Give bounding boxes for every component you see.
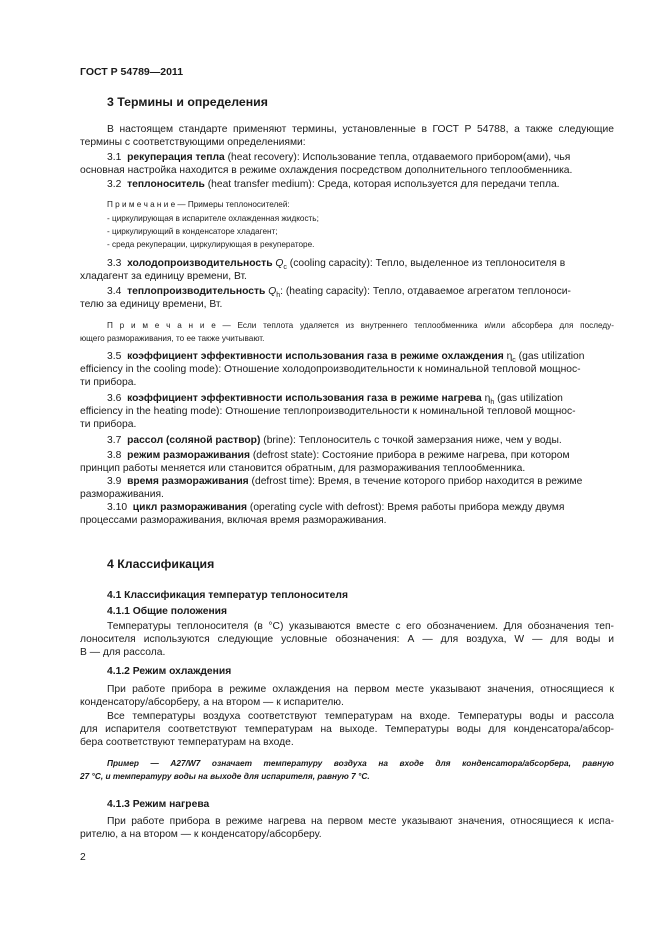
section-3-title: 3 Термины и определения <box>107 95 268 109</box>
para-4-1-2-line: При работе прибора в режиме охлаждения на первом месте указывают значения, относящиеся к <box>107 684 614 695</box>
term-3-4: 3.4 теплопроизводительность $Q_h$: (heating capacity): Тепло, отдаваемое агрегатом теплоноси- <box>107 286 571 300</box>
term-3-7: 3.7 рассол (соляной раствор) (brine): Теплоноситель с точкой замерзания ниже, чем у воды. <box>107 435 562 446</box>
term-3-6: 3.6 коэффициент эффективности использования газа в режиме нагрева $\eta_h$ (gas utilization <box>107 393 563 407</box>
term-3-1-line-2: основная настройка находится в режиме охлаждения посредством дополнительного теплообменника. <box>80 165 573 176</box>
section-4-title: 4 Классификация <box>107 557 215 571</box>
intro-line-1: В настоящем стандарте применяют термины, установленные в ГОСТ Р 54788, а также следующие <box>107 124 614 135</box>
example-line: Пример — А27/W7 означает температуру воздуха на входе для конденсатора/абсорбера, равную <box>107 758 614 768</box>
para-4-1-2b-line: для испарителя соответствуют температурам на выходе. Температуры воды для конденсатора/абсор- <box>80 724 614 735</box>
para-4-1-1-line: В — для рассола. <box>80 647 166 658</box>
page-number: 2 <box>80 852 86 863</box>
example-line: 27 °С, и температуру воды на выходе для испарителя, равную 7 °С. <box>80 771 370 781</box>
para-4-1-1-line: Температуры теплоносителя (в °С) указываются вместе с его обозначением. Для обозначения теп- <box>107 621 614 632</box>
term-3-3-line-2: хладагент за единицу времени, Вт. <box>80 271 247 282</box>
term-3-6-line-3: ти прибора. <box>80 419 137 430</box>
term-3-8-line-2: принцип работы меняется или становится обратным, для размораживания теплообменника. <box>80 463 526 474</box>
intro-line-2: термины с соответствующими определениями: <box>80 137 306 148</box>
subsection-4-1-3: 4.1.3 Режим нагрева <box>107 799 210 810</box>
term-3-10-line-2: процессами размораживания, включая время размораживания. <box>80 515 387 526</box>
para-4-1-1-line: лоносителя используются следующие условные обозначения: А — для воздуха, W — для воды и <box>80 634 614 645</box>
document-code: ГОСТ Р 54789—2011 <box>80 66 184 78</box>
term-3-9-line-2: размораживания. <box>80 489 164 500</box>
term-3-5-line-3: ти прибора. <box>80 377 137 388</box>
note-1-item: - циркулирующая в испарителе охлажденная жидкость; <box>107 214 319 223</box>
term-3-5: 3.5 коэффициент эффективности использования газа в режиме охлаждения $\eta_c$ (gas utilization <box>107 351 585 365</box>
term-3-8: 3.8 режим размораживания (defrost state): Состояние прибора в режиме нагрева, при котором <box>107 450 570 461</box>
subsection-4-1-1: 4.1.1 Общие положения <box>107 606 227 617</box>
term-3-1: 3.1 рекуперация тепла (heat recovery): Использование тепла, отдаваемого прибором(ами), чья <box>107 152 571 163</box>
para-4-1-2-line: конденсатору/абсорберу, а на втором — к испарителю. <box>80 697 344 708</box>
term-3-9: 3.9 время размораживания (defrost time): Время, в течение которого прибор находится в режиме <box>107 476 583 487</box>
note-2-line-2: ющего размораживания, то ее также учитывают. <box>80 334 265 343</box>
para-4-1-3-line: рителю, а на втором — к конденсатору/абсорберу. <box>80 829 322 840</box>
note-1-item: - среда рекуперации, циркулирующая в рекуператоре. <box>107 240 315 249</box>
para-4-1-2b-line: бера соответствуют температурам на входе. <box>80 737 294 748</box>
subsection-4-1-2: 4.1.2 Режим охлаждения <box>107 666 232 677</box>
term-3-3: 3.3 холодопроизводительность $Q_c$ (cooling capacity): Тепло, выделенное из теплоносителя в <box>107 258 566 272</box>
note-2-line-1: П р и м е ч а н и е — Если теплота удаляется из внутреннего теплообменника и/или абсорбера для последу- <box>107 321 614 330</box>
term-3-6-line-2: efficiency in the heating mode): Отношение теплопроизводительности к номинальной тепловой мощнос- <box>80 406 576 417</box>
subsection-4-1: 4.1 Классификация температур теплоносителя <box>107 590 348 601</box>
term-3-10: 3.10 цикл размораживания (operating cycle with defrost): Время работы прибора между двумя <box>107 502 565 513</box>
term-3-2: 3.2 теплоноситель (heat transfer medium): Среда, которая используется для передачи тепла. <box>107 179 560 190</box>
term-3-4-line-2: телю за единицу времени, Вт. <box>80 299 223 310</box>
para-4-1-2b-line: Все температуры воздуха соответствуют температурам на входе. Температуры воды и рассола <box>107 711 614 722</box>
para-4-1-3-line: При работе прибора в режиме нагрева на первом месте указывают значения, относящиеся к испа- <box>107 816 614 827</box>
note-1-label: П р и м е ч а н и е — Примеры теплоносителей: <box>107 200 290 209</box>
note-1-item: - циркулирующий в конденсаторе хладагент; <box>107 227 278 236</box>
term-3-5-line-2: efficiency in the cooling mode): Отношение холодопроизводительности к номинальной тепловой мощнос- <box>80 364 581 375</box>
